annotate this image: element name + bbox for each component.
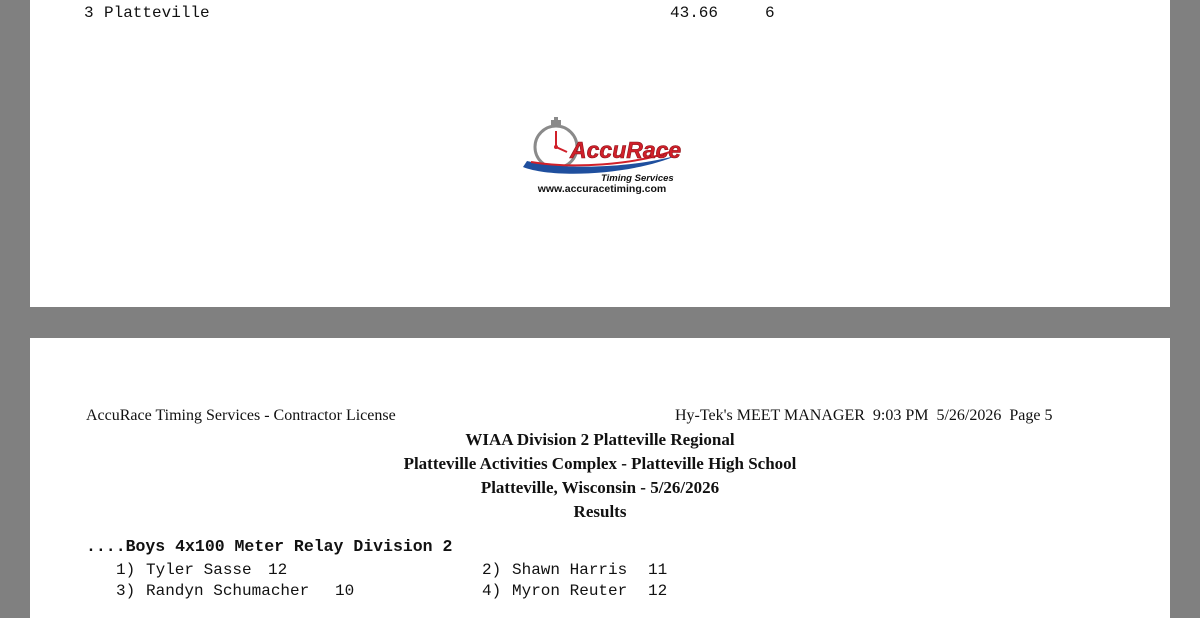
meet-title: WIAA Division 2 Platteville Regional: [465, 430, 735, 449]
header-right: Hy-Tek's MEET MANAGER 9:03 PM 5/26/2026 Page 5: [675, 407, 1053, 424]
event-title: ....Boys 4x100 Meter Relay Division 2: [86, 537, 453, 556]
stopwatch-icon: [513, 117, 691, 183]
location-date-line: Platteville, Wisconsin - 5/26/2026: [480, 478, 720, 497]
result-points: 6: [765, 4, 775, 22]
result-place: 3: [84, 4, 94, 22]
document-page-bottom: AccuRace Timing Services - Contractor License Hy-Tek's MEET MANAGER 9:03 PM 5/26/2026 Page 5 WIAA Division 2 Platteville Regional Platteville Activities Complex - Platteville High School Platteville, Wisconsin - 5/26/2026 Results ....Boys 4x100 Meter Relay Division 2 1) Tyler Sasse 12 2) Shawn Harris 11 3) Randyn Schumacher 10 4) Myron Reuter 12: [30, 338, 1170, 618]
section-title: Results: [573, 502, 627, 521]
logo-brand: AccuRace: [570, 137, 682, 163]
accurace-logo: [513, 117, 691, 201]
logo-tagline: Timing Services: [601, 173, 674, 183]
result-team: Platteville: [104, 4, 210, 22]
document-page-top: [30, 0, 1170, 307]
venue-line: Platteville Activities Complex - Platteville High School: [403, 454, 797, 473]
header-left: AccuRace Timing Services - Contractor License: [86, 407, 396, 424]
result-time: 43.66: [670, 4, 719, 22]
logo-url: www.accuracetiming.com: [537, 183, 667, 195]
